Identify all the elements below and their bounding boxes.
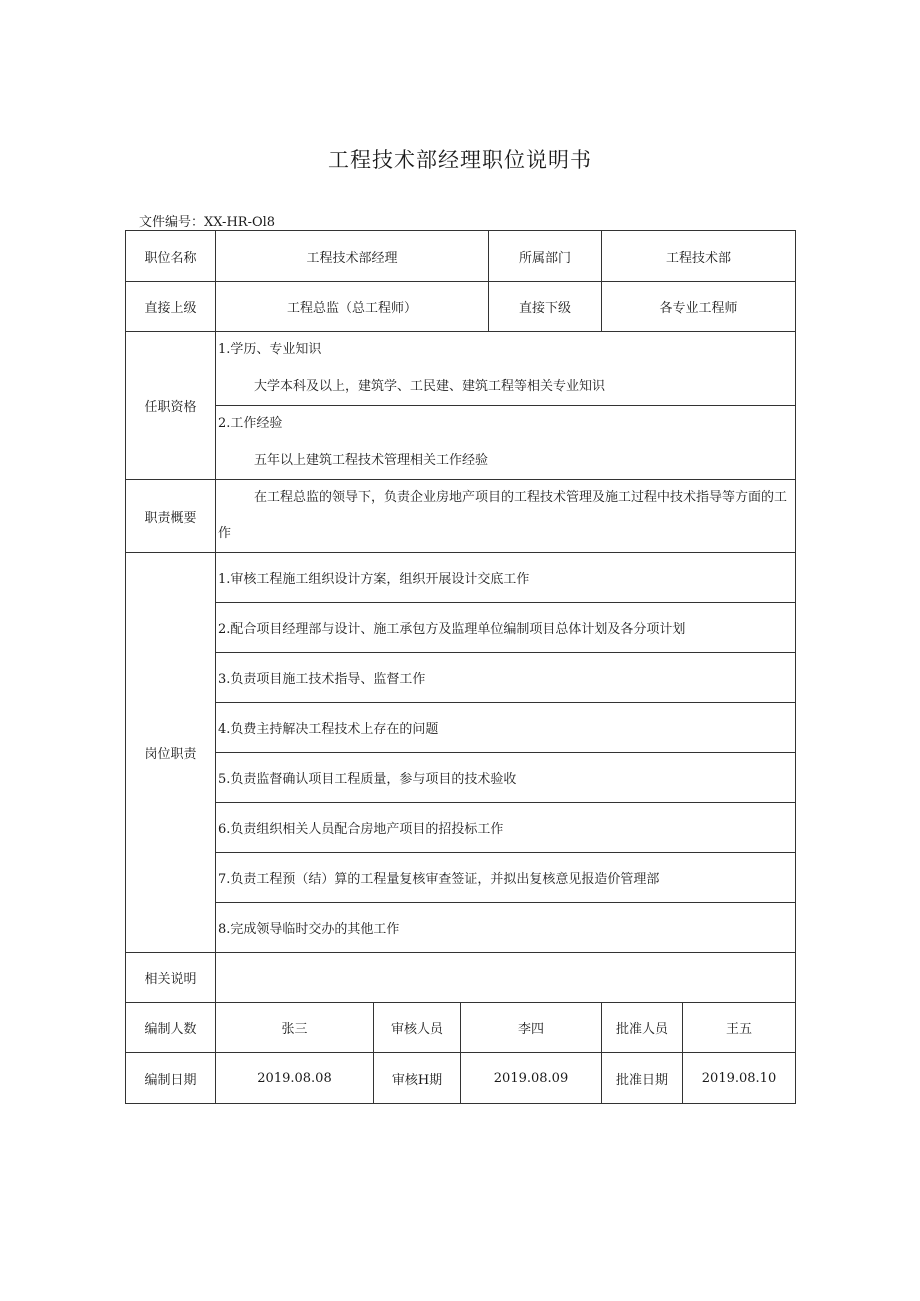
value-reviewer: 李四: [461, 1003, 602, 1053]
document-number: 文件编号：XX-HR-Ol8: [139, 215, 276, 230]
label-approver: 批准人员: [602, 1003, 683, 1053]
row-duty: [126, 653, 796, 703]
value-editor: 张三: [216, 1003, 374, 1053]
row-dates: [126, 1053, 796, 1104]
duty-item: 7.负责工程预（结）算的工程量复核审查签证，并拟出复核意见报造价管理部: [216, 853, 796, 903]
label-notes: 相关说明: [126, 953, 216, 1003]
experience-title: 2.工作经验: [218, 416, 283, 431]
summary-cell: [216, 480, 796, 553]
duty-item: 3.负责项目施工技术指导、监督工作: [216, 653, 796, 703]
label-duties: 岗位职责: [126, 553, 216, 953]
label-editor: 编制人数: [126, 1003, 216, 1053]
label-approve-date: 批准日期: [602, 1053, 683, 1104]
value-edit-date: 2019.08.08: [216, 1053, 374, 1104]
row-notes: [126, 953, 796, 1003]
education-title: 1.学历、专业知识: [218, 342, 322, 357]
label-edit-date: 编制日期: [126, 1053, 216, 1104]
page-title: 工程技术部经理职位说明书: [328, 148, 592, 172]
row-reporting: [126, 282, 796, 332]
value-review-date: 2019.08.09: [461, 1053, 602, 1104]
qualification-experience: [216, 406, 796, 480]
row-duty: [126, 903, 796, 953]
row-duty: [126, 553, 796, 603]
duty-item: 6.负责组织相关人员配合房地产项目的招投标工作: [216, 803, 796, 853]
row-duty: [126, 803, 796, 853]
label-superior: 直接上级: [126, 282, 216, 332]
row-duty: [126, 853, 796, 903]
label-subordinate: 直接下级: [489, 282, 602, 332]
value-position: 工程技术部经理: [216, 231, 489, 282]
row-position: [126, 231, 796, 282]
duty-item: 2.配合项目经理部与设计、施工承包方及监理单位编制项目总体计划及各分项计划: [216, 603, 796, 653]
value-subordinate: 各专业工程师: [602, 282, 796, 332]
duty-item: 1.审核工程施工组织设计方案，组织开展设计交底工作: [216, 553, 796, 603]
label-review-date: 审核H期: [374, 1053, 461, 1104]
row-duty: [126, 753, 796, 803]
row-qualification-experience: [126, 406, 796, 480]
row-qualification-education: [126, 332, 796, 406]
summary-text: 在工程总监的领导下，负责企业房地产项目的工程技术管理及施工过程中技术指导等方面的工作: [218, 490, 788, 541]
label-summary: 职责概要: [126, 480, 216, 553]
value-department: 工程技术部: [602, 231, 796, 282]
row-signatories: [126, 1003, 796, 1053]
value-approve-date: 2019.08.10: [683, 1053, 796, 1104]
experience-text: 五年以上建筑工程技术管理相关工作经验: [254, 452, 489, 468]
value-superior: 工程总监（总工程师）: [216, 282, 489, 332]
value-approver: 王五: [683, 1003, 796, 1053]
label-reviewer: 审核人员: [374, 1003, 461, 1053]
duty-item: 8.完成领导临时交办的其他工作: [216, 903, 796, 953]
label-qualification: 任职资格: [126, 332, 216, 480]
row-duty: [126, 703, 796, 753]
row-duty: [126, 603, 796, 653]
row-summary: [126, 480, 796, 553]
job-description-table: [125, 230, 796, 1104]
duty-item: 4.负费主持解决工程技术上存在的问题: [216, 703, 796, 753]
education-text: 大学本科及以上，建筑学、工民建、建筑工程等相关专业知识: [254, 378, 606, 394]
duty-item: 5.负责监督确认项目工程质量，参与项目的技术验收: [216, 753, 796, 803]
value-notes: [216, 953, 796, 1003]
label-department: 所属部门: [489, 231, 602, 282]
label-position: 职位名称: [126, 231, 216, 282]
qualification-education: [216, 332, 796, 406]
